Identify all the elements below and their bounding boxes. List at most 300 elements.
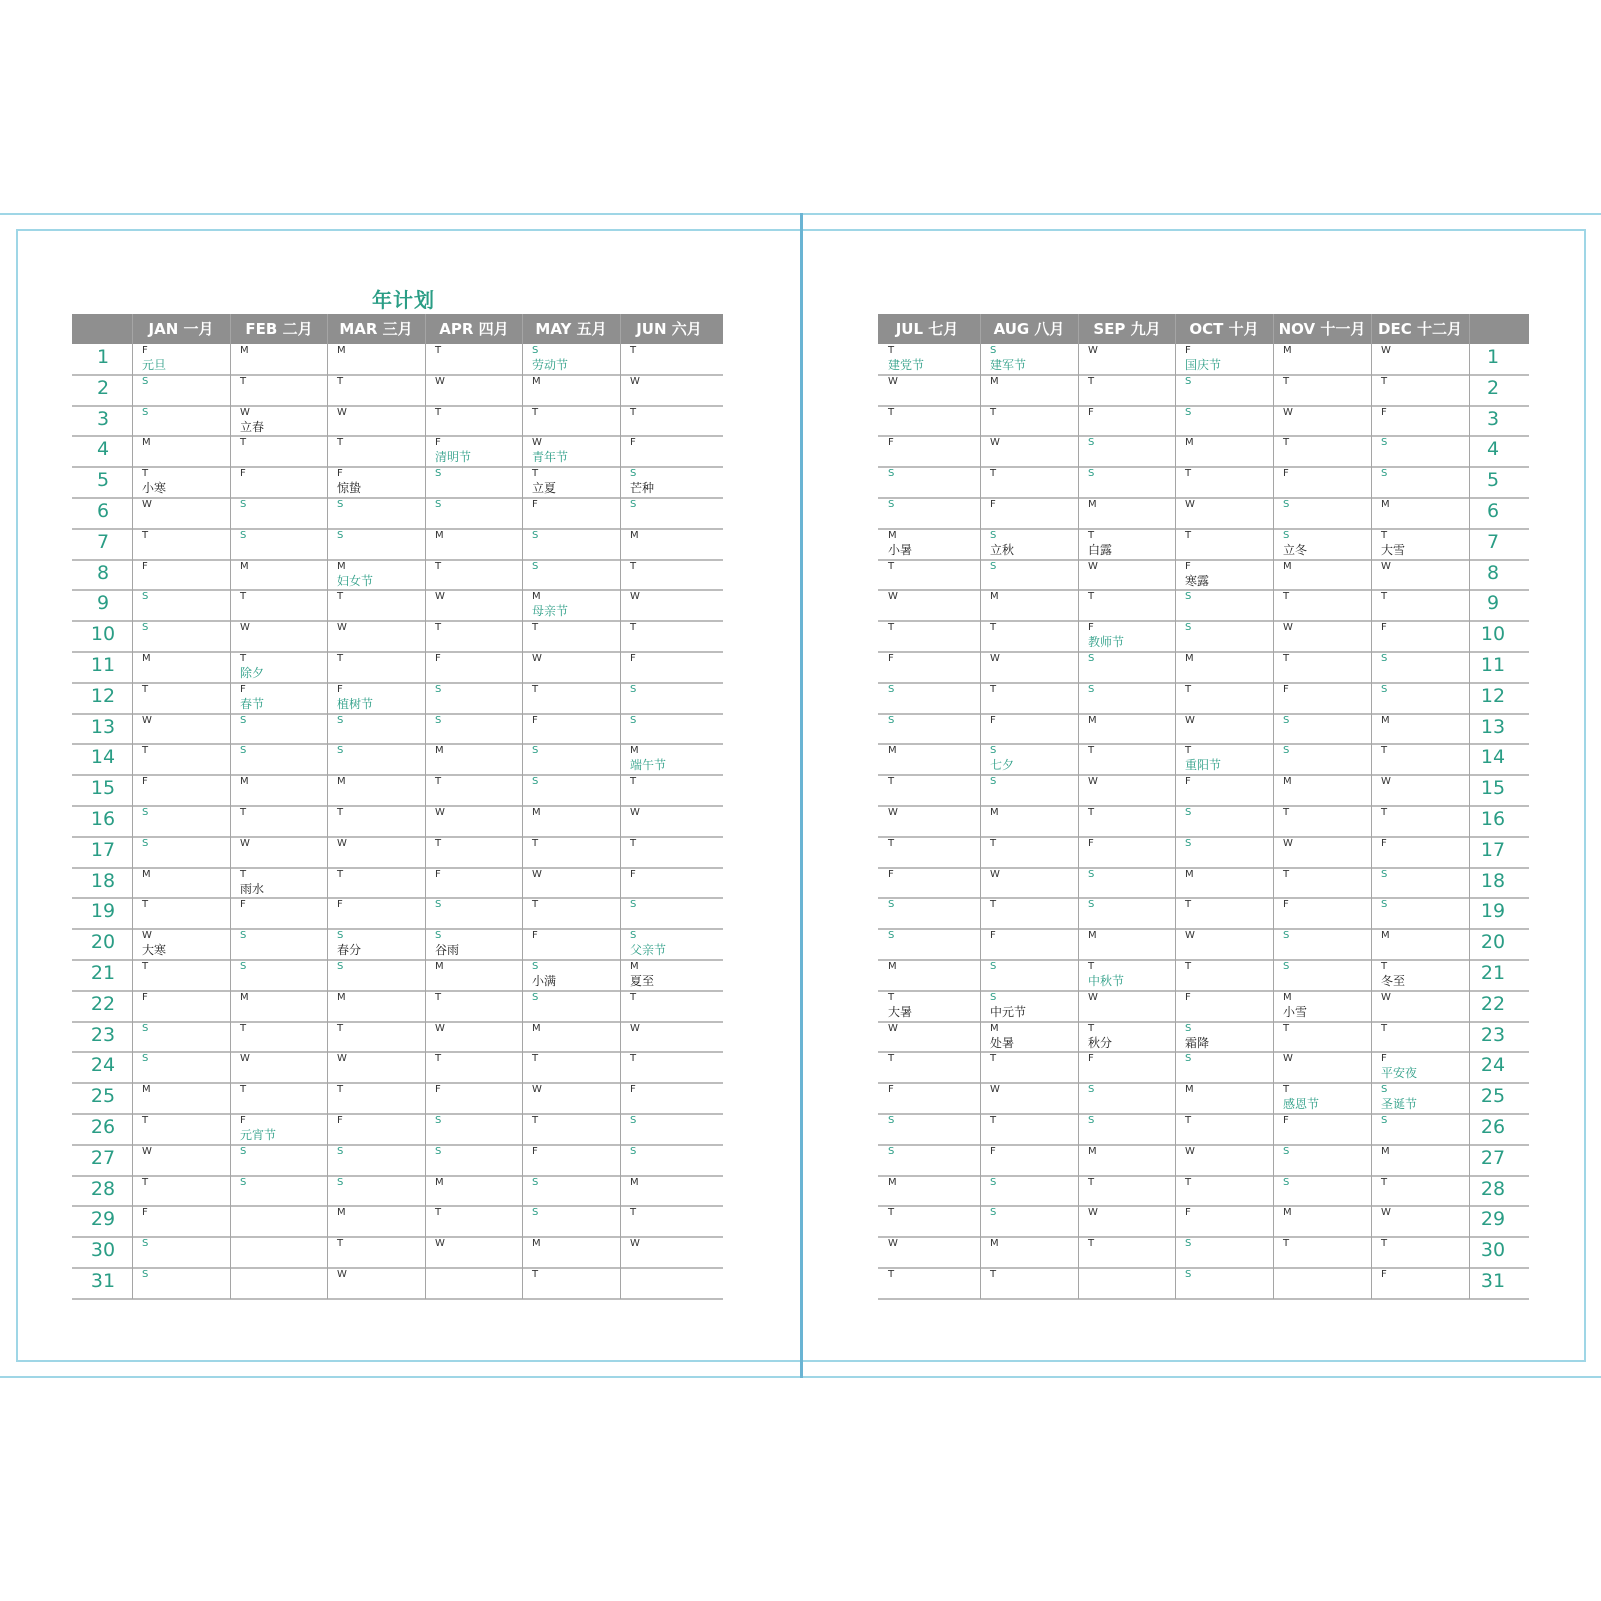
weekday-letter: W <box>435 375 445 387</box>
weekday-letter: T <box>435 622 442 634</box>
day-number: 22 <box>1480 992 1506 1015</box>
day-number: 12 <box>1480 684 1506 707</box>
weekday-letter: S <box>630 714 637 726</box>
weekday-letter: S <box>990 745 997 757</box>
weekday-letter: F <box>630 437 636 449</box>
weekday-letter: M <box>888 529 897 541</box>
weekday-letter: T <box>1283 1084 1290 1096</box>
weekday-letter: S <box>142 807 149 818</box>
day-number: 3 <box>1486 407 1500 430</box>
weekday-letter: W <box>888 591 898 603</box>
weekday-letter: M <box>1088 714 1097 726</box>
weekday-letter: T <box>1283 437 1290 449</box>
row-divider <box>878 805 1529 807</box>
weekday-letter: S <box>142 1269 149 1280</box>
weekday-letter: T <box>337 375 344 387</box>
weekday-letter: W <box>1381 1207 1391 1219</box>
day-number: 11 <box>90 654 116 676</box>
row-divider <box>72 682 723 684</box>
weekday-letter: S <box>435 899 442 911</box>
weekday-letter: T <box>990 899 997 911</box>
day-number: 17 <box>1480 838 1506 861</box>
row-divider <box>878 651 1529 653</box>
month-header-apr: APR 四月 <box>439 320 509 338</box>
row-divider <box>72 1021 723 1023</box>
weekday-letter: T <box>630 345 637 356</box>
holiday-label: 夏至 <box>630 974 655 988</box>
day-number: 1 <box>96 346 110 368</box>
weekday-letter: F <box>1381 837 1387 849</box>
weekday-letter: F <box>1088 622 1094 634</box>
weekday-letter: S <box>142 1238 149 1250</box>
day-number: 28 <box>90 1177 116 1200</box>
weekday-letter: F <box>435 653 441 664</box>
holiday-label: 国庆节 <box>1185 358 1222 372</box>
weekday-letter: M <box>990 1022 999 1034</box>
weekday-letter: T <box>337 868 344 880</box>
weekday-letter: W <box>1381 991 1391 1003</box>
day-number: 31 <box>90 1270 116 1292</box>
weekday-letter: M <box>337 991 346 1003</box>
weekday-letter: F <box>532 1145 538 1157</box>
book-spine <box>800 213 803 1378</box>
row-divider <box>72 928 723 930</box>
weekday-letter: W <box>435 591 445 603</box>
row-divider <box>72 1205 723 1207</box>
holiday-label: 霜降 <box>1185 1035 1210 1050</box>
weekday-letter: W <box>1185 499 1195 510</box>
weekday-letter: W <box>888 1022 898 1034</box>
weekday-letter: T <box>532 1115 539 1126</box>
weekday-letter: M <box>1185 1084 1194 1096</box>
day-number: 22 <box>90 992 116 1015</box>
weekday-letter: T <box>1283 868 1290 880</box>
weekday-letter: F <box>435 437 441 449</box>
row-divider <box>72 589 723 591</box>
weekday-letter: W <box>142 1145 152 1157</box>
weekday-letter: S <box>1088 683 1095 695</box>
month-header-mar: MAR 三月 <box>339 320 413 338</box>
weekday-letter: F <box>337 1115 343 1126</box>
weekday-letter: F <box>435 868 441 880</box>
column-divider <box>230 314 231 1299</box>
weekday-letter: S <box>240 961 247 972</box>
weekday-letter: W <box>1283 406 1293 418</box>
weekday-letter: S <box>435 683 442 695</box>
weekday-letter: M <box>1185 653 1194 664</box>
holiday-label: 重阳节 <box>1185 758 1222 773</box>
weekday-letter: T <box>532 406 539 418</box>
holiday-label: 七夕 <box>990 758 1015 773</box>
column-divider <box>1371 314 1372 1299</box>
row-divider <box>72 1113 723 1115</box>
day-number: 9 <box>1486 592 1500 615</box>
weekday-letter: S <box>532 345 539 356</box>
weekday-letter: M <box>630 961 639 972</box>
weekday-letter: S <box>1185 837 1192 849</box>
weekday-letter: S <box>888 899 895 911</box>
weekday-letter: T <box>435 406 442 418</box>
weekday-letter: W <box>630 1022 640 1034</box>
holiday-label: 大暑 <box>888 1004 913 1019</box>
day-number: 15 <box>90 777 116 800</box>
column-divider <box>1078 314 1079 1299</box>
weekday-letter: S <box>142 622 149 634</box>
holiday-label: 小满 <box>532 974 557 988</box>
weekday-letter: T <box>1088 591 1095 603</box>
weekday-letter: M <box>1088 930 1097 942</box>
month-header-oct: OCT 十月 <box>1189 320 1259 338</box>
weekday-letter: T <box>337 1084 344 1096</box>
holiday-label: 立春 <box>240 419 265 434</box>
weekday-letter: S <box>142 375 149 387</box>
weekday-letter: T <box>1381 591 1388 603</box>
weekday-letter: F <box>1283 683 1289 695</box>
day-number: 5 <box>96 469 110 492</box>
day-number: 31 <box>1480 1270 1506 1292</box>
month-header-dec: DEC 十二月 <box>1378 320 1462 338</box>
weekday-letter: S <box>337 1145 344 1157</box>
day-number: 23 <box>90 1023 116 1046</box>
weekday-letter: T <box>990 468 997 480</box>
weekday-letter: T <box>337 807 344 818</box>
day-number: 10 <box>90 623 116 646</box>
row-divider <box>878 1175 1529 1177</box>
weekday-letter: T <box>630 622 637 634</box>
weekday-letter: T <box>888 776 895 788</box>
weekday-letter: M <box>532 591 541 603</box>
row-divider <box>878 836 1529 838</box>
weekday-letter: S <box>1381 868 1388 880</box>
row-divider <box>878 1082 1529 1084</box>
row-divider <box>878 928 1529 930</box>
day-number: 10 <box>1480 623 1506 646</box>
day-number: 29 <box>1480 1208 1506 1231</box>
weekday-letter: S <box>888 499 895 510</box>
weekday-letter: S <box>1185 1022 1192 1034</box>
month-header-feb: FEB 二月 <box>245 320 313 338</box>
weekday-letter: W <box>1088 1207 1098 1219</box>
weekday-letter: T <box>1381 1022 1388 1034</box>
weekday-letter: S <box>435 930 442 942</box>
weekday-letter: T <box>1185 1115 1192 1126</box>
weekday-letter: S <box>240 930 247 942</box>
weekday-letter: S <box>1185 1269 1192 1280</box>
weekday-letter: T <box>1088 529 1095 541</box>
holiday-label: 秋分 <box>1088 1035 1113 1050</box>
weekday-letter: S <box>337 1176 344 1188</box>
column-divider <box>522 314 523 1299</box>
weekday-letter: F <box>888 653 894 664</box>
weekday-letter: W <box>1381 776 1391 788</box>
day-number: 12 <box>90 684 116 707</box>
weekday-letter: T <box>1283 653 1290 664</box>
weekday-letter: M <box>337 776 346 788</box>
weekday-letter: W <box>630 1238 640 1250</box>
weekday-letter: M <box>1283 560 1292 572</box>
weekday-letter: T <box>1088 1022 1095 1034</box>
weekday-letter: S <box>532 1207 539 1219</box>
day-number: 9 <box>96 592 110 615</box>
weekday-letter: W <box>990 437 1000 449</box>
row-divider <box>72 867 723 869</box>
row-divider <box>72 743 723 745</box>
day-number: 13 <box>1480 715 1506 738</box>
weekday-letter: F <box>1185 991 1191 1003</box>
weekday-letter: M <box>1381 1145 1390 1157</box>
row-divider <box>72 774 723 776</box>
weekday-letter: M <box>990 591 999 603</box>
day-number: 7 <box>96 530 110 553</box>
weekday-letter: M <box>240 345 249 356</box>
weekday-letter: S <box>1088 437 1095 449</box>
weekday-letter: W <box>142 499 152 510</box>
row-divider <box>72 713 723 715</box>
weekday-letter: W <box>630 375 640 387</box>
weekday-letter: S <box>630 899 637 911</box>
weekday-letter: T <box>1381 529 1388 541</box>
day-number: 26 <box>1480 1116 1506 1138</box>
weekday-letter: S <box>337 499 344 510</box>
weekday-letter: S <box>1088 899 1095 911</box>
weekday-letter: F <box>337 683 343 695</box>
weekday-letter: W <box>1283 837 1293 849</box>
weekday-letter: W <box>240 837 250 849</box>
weekday-letter: M <box>1185 868 1194 880</box>
weekday-letter: T <box>888 560 895 572</box>
weekday-letter: W <box>1381 345 1391 356</box>
day-number: 30 <box>1480 1239 1506 1262</box>
weekday-letter: S <box>1283 1176 1290 1188</box>
weekday-letter: S <box>142 1022 149 1034</box>
day-number: 25 <box>90 1085 116 1108</box>
weekday-letter: F <box>1283 1115 1289 1126</box>
weekday-letter: M <box>990 375 999 387</box>
row-divider <box>72 1082 723 1084</box>
weekday-letter: S <box>1185 807 1192 818</box>
weekday-letter: W <box>1283 1053 1293 1065</box>
weekday-letter: W <box>142 930 152 942</box>
weekday-letter: T <box>1381 961 1388 972</box>
holiday-label: 春分 <box>337 943 362 958</box>
weekday-letter: S <box>990 776 997 788</box>
weekday-letter: M <box>337 345 346 356</box>
weekday-letter: T <box>1381 807 1388 818</box>
weekday-letter: T <box>1088 961 1095 972</box>
row-divider <box>878 990 1529 992</box>
weekday-letter: F <box>240 683 246 695</box>
weekday-letter: W <box>435 1022 445 1034</box>
holiday-label: 春节 <box>240 696 265 711</box>
month-header-may: MAY 五月 <box>535 320 607 338</box>
weekday-letter: S <box>240 529 247 541</box>
column-divider <box>620 314 621 1299</box>
day-number: 8 <box>1486 561 1500 584</box>
weekday-letter: W <box>990 1084 1000 1096</box>
holiday-label: 大寒 <box>142 943 167 958</box>
row-divider <box>72 497 723 499</box>
weekday-letter: F <box>1185 560 1191 572</box>
row-divider <box>878 1205 1529 1207</box>
row-divider <box>72 1298 723 1300</box>
row-divider <box>72 990 723 992</box>
day-number: 14 <box>1480 746 1506 769</box>
weekday-letter: S <box>888 683 895 695</box>
weekday-letter: M <box>337 560 346 572</box>
weekday-letter: W <box>532 653 542 664</box>
weekday-letter: F <box>337 899 343 911</box>
weekday-letter: T <box>142 745 149 757</box>
weekday-letter: T <box>1283 375 1290 387</box>
weekday-letter: F <box>532 499 538 510</box>
weekday-letter: W <box>532 868 542 880</box>
weekday-letter: W <box>1185 930 1195 942</box>
weekday-letter: T <box>435 837 442 849</box>
weekday-letter: T <box>888 837 895 849</box>
weekday-letter: F <box>532 930 538 942</box>
row-divider <box>878 559 1529 561</box>
weekday-letter: S <box>435 1115 442 1126</box>
row-divider <box>72 959 723 961</box>
weekday-letter: T <box>630 1207 637 1219</box>
weekday-letter: T <box>240 653 247 664</box>
day-number: 20 <box>1480 931 1506 954</box>
day-number: 7 <box>1486 530 1500 553</box>
row-divider <box>878 867 1529 869</box>
weekday-letter: W <box>1088 560 1098 572</box>
month-header-jun: JUN 六月 <box>636 320 702 338</box>
weekday-letter: T <box>1381 1176 1388 1188</box>
weekday-letter: S <box>532 529 539 541</box>
weekday-letter: F <box>337 468 343 480</box>
row-divider <box>878 1267 1529 1269</box>
row-divider <box>72 836 723 838</box>
weekday-letter: T <box>142 529 149 541</box>
row-divider <box>878 743 1529 745</box>
weekday-letter: W <box>1088 991 1098 1003</box>
day-number: 19 <box>1480 900 1506 923</box>
holiday-label: 母亲节 <box>532 604 569 619</box>
month-header-nov: NOV 十一月 <box>1278 320 1366 338</box>
row-divider <box>878 405 1529 407</box>
row-divider <box>72 1267 723 1269</box>
weekday-letter: S <box>1283 714 1290 726</box>
weekday-letter: F <box>1185 1207 1191 1219</box>
holiday-label: 元旦 <box>142 358 167 372</box>
weekday-letter: T <box>888 345 895 356</box>
weekday-letter: S <box>990 1176 997 1188</box>
holiday-label: 立夏 <box>532 481 557 496</box>
weekday-letter: F <box>630 868 636 880</box>
weekday-letter: S <box>1185 406 1192 418</box>
weekday-letter: F <box>1088 1053 1094 1065</box>
holiday-label: 妇女节 <box>337 573 374 588</box>
column-divider <box>132 314 133 1299</box>
weekday-letter: T <box>888 406 895 418</box>
day-number: 26 <box>90 1116 116 1138</box>
weekday-letter: W <box>990 868 1000 880</box>
weekday-letter: S <box>240 1145 247 1157</box>
day-number: 2 <box>1486 376 1500 399</box>
weekday-letter: T <box>532 899 539 911</box>
row-divider <box>72 1144 723 1146</box>
weekday-letter: S <box>142 406 149 418</box>
weekday-letter: F <box>990 499 996 510</box>
weekday-letter: T <box>142 961 149 972</box>
weekday-letter: T <box>240 375 247 387</box>
weekday-letter: S <box>990 345 997 356</box>
weekday-letter: S <box>1185 1238 1192 1250</box>
weekday-letter: F <box>630 653 636 664</box>
weekday-letter: T <box>1088 745 1095 757</box>
weekday-letter: W <box>1283 622 1293 634</box>
weekday-letter: M <box>240 560 249 572</box>
weekday-letter: W <box>630 591 640 603</box>
holiday-label: 惊蛰 <box>337 481 362 496</box>
day-number: 4 <box>96 438 110 461</box>
row-divider <box>878 528 1529 530</box>
column-divider <box>1175 314 1176 1299</box>
weekday-letter: S <box>1185 591 1192 603</box>
day-number: 23 <box>1480 1023 1506 1046</box>
weekday-letter: W <box>1088 776 1098 788</box>
day-number: 21 <box>90 962 116 984</box>
day-number: 24 <box>1480 1054 1506 1077</box>
weekday-letter: T <box>1381 375 1388 387</box>
day-number: 19 <box>90 900 116 923</box>
holiday-label: 芒种 <box>630 481 655 496</box>
weekday-letter: F <box>888 868 894 880</box>
weekday-letter: S <box>337 930 344 942</box>
weekday-letter: S <box>337 529 344 541</box>
weekday-letter: T <box>990 1053 997 1065</box>
row-divider <box>72 559 723 561</box>
weekday-letter: W <box>337 622 347 634</box>
weekday-letter: M <box>990 807 999 818</box>
weekday-letter: W <box>142 714 152 726</box>
weekday-letter: S <box>240 745 247 757</box>
weekday-letter: F <box>1381 1269 1387 1280</box>
weekday-letter: W <box>435 807 445 818</box>
day-number: 11 <box>1480 654 1506 676</box>
weekday-letter: M <box>1088 499 1097 510</box>
weekday-letter: F <box>630 1084 636 1096</box>
weekday-letter: F <box>142 1207 148 1219</box>
weekday-letter: M <box>1088 1145 1097 1157</box>
day-number: 5 <box>1486 469 1500 492</box>
weekday-letter: T <box>1088 1238 1095 1250</box>
weekday-letter: T <box>990 683 997 695</box>
holiday-label: 处暑 <box>990 1035 1015 1050</box>
weekday-letter: S <box>532 776 539 788</box>
weekday-letter: F <box>532 714 538 726</box>
weekday-letter: T <box>240 591 247 603</box>
weekday-letter: T <box>1283 1238 1290 1250</box>
weekday-letter: F <box>1185 776 1191 788</box>
row-divider <box>72 651 723 653</box>
weekday-letter: S <box>435 1145 442 1157</box>
day-number: 3 <box>96 407 110 430</box>
row-divider <box>72 435 723 437</box>
weekday-letter: T <box>337 591 344 603</box>
row-divider <box>878 713 1529 715</box>
weekday-letter: M <box>1185 437 1194 449</box>
weekday-letter: S <box>1185 1053 1192 1065</box>
weekday-letter: M <box>888 961 897 972</box>
weekday-letter: S <box>630 930 637 942</box>
weekday-letter: S <box>1185 622 1192 634</box>
weekday-letter: F <box>1283 899 1289 911</box>
